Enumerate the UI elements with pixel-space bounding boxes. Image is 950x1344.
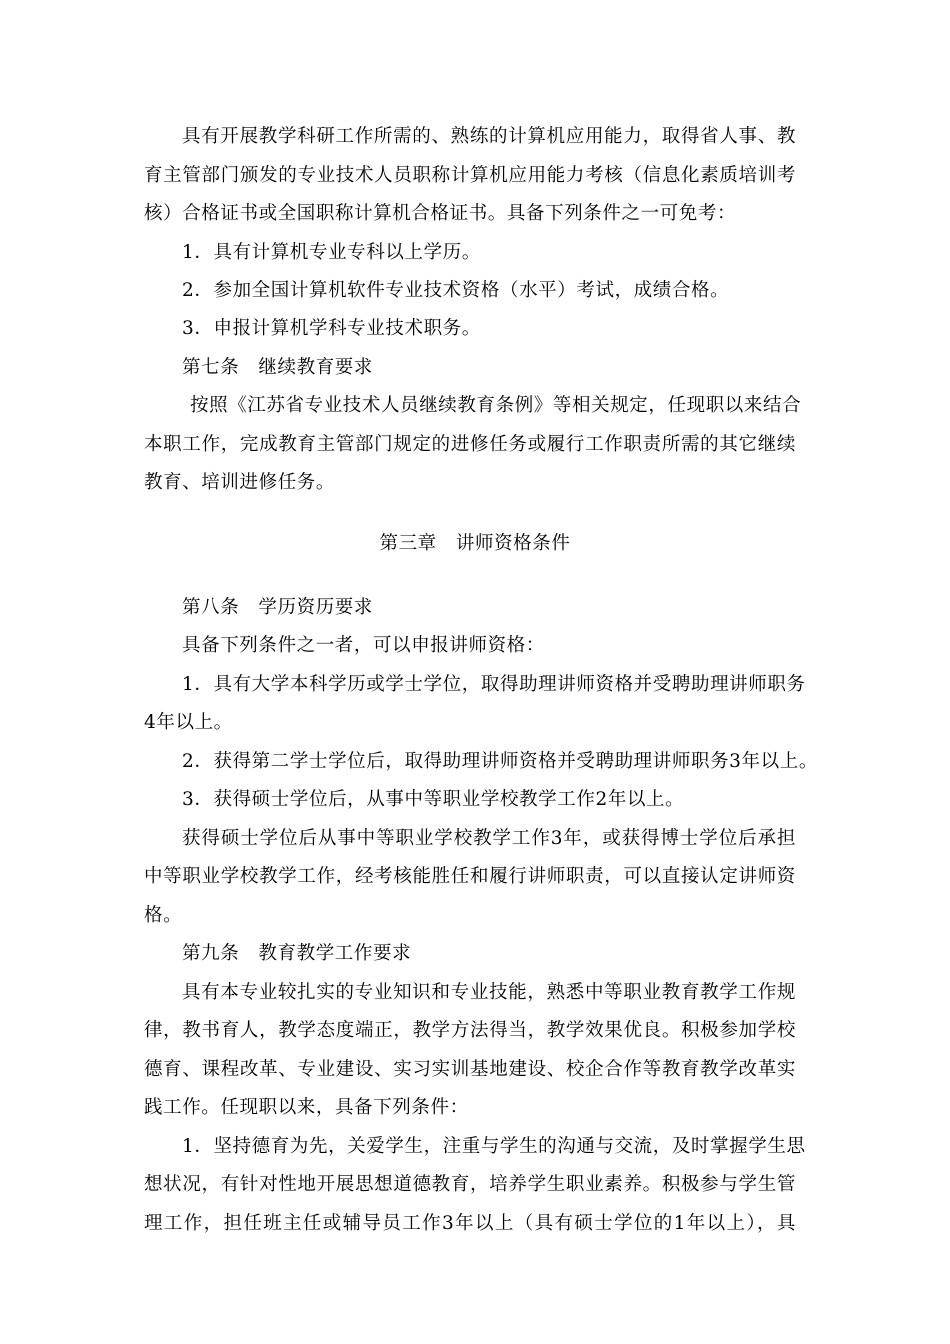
paragraph-line: 本职工作，完成教育主管部门规定的进修任务或履行工作职责所需的其它继续 bbox=[144, 434, 796, 455]
paragraph-line: 具备下列条件之一者，可以申报讲师资格： bbox=[182, 635, 545, 656]
article-heading: 第八条 学历资历要求 bbox=[182, 597, 374, 618]
list-item: 3．获得硕士学位后，从事中等职业学校教学工作2年以上。 bbox=[182, 789, 685, 810]
article-heading: 第七条 继续教育要求 bbox=[182, 357, 374, 378]
chapter-heading: 第三章 讲师资格条件 bbox=[379, 533, 571, 554]
paragraph-line: 具有本专业较扎实的专业知识和专业技能，熟悉中等职业教育教学工作规 bbox=[182, 982, 796, 1003]
article-heading: 第九条 教育教学工作要求 bbox=[182, 943, 412, 964]
paragraph-line: 育主管部门颁发的专业技术人员职称计算机应用能力考核（信息化素质培训考 bbox=[144, 165, 796, 186]
list-item: 1．坚持德育为先，关爱学生，注重与学生的沟通与交流，及时掌握学生思 bbox=[182, 1136, 806, 1157]
paragraph-line: 想状况，有针对性地开展思想道德教育，培养学生职业素养。积极参与学生管 bbox=[144, 1174, 796, 1195]
paragraph-line: 中等职业学校教学工作，经考核能胜任和履行讲师职责，可以直接认定讲师资 bbox=[144, 866, 796, 887]
list-item: 1．具有大学本科学历或学士学位，取得助理讲师资格并受聘助理讲师职务 bbox=[182, 674, 806, 695]
paragraph-line: 教育、培训进修任务。 bbox=[144, 472, 336, 493]
paragraph-line: 德育、课程改革、专业建设、实习实训基地建设、校企合作等教育教学改革实 bbox=[144, 1059, 796, 1080]
paragraph-line: 按照《江苏省专业技术人员继续教育条例》等相关规定，任现职以来结合 bbox=[190, 395, 802, 416]
paragraph-line: 格。 bbox=[144, 905, 183, 926]
paragraph-line: 理工作，担任班主任或辅导员工作3年以上（具有硕士学位的1年以上），具 bbox=[144, 1213, 796, 1234]
list-item: 3．申报计算机学科专业技术职务。 bbox=[182, 318, 481, 339]
paragraph-line: 核）合格证书或全国职称计算机合格证书。具备下列条件之一可免考： bbox=[144, 203, 737, 224]
list-item: 1．具有计算机专业专科以上学历。 bbox=[182, 242, 481, 263]
list-item: 2．参加全国计算机软件专业技术资格（水平）考试，成绩合格。 bbox=[182, 280, 730, 301]
list-item: 2．获得第二学士学位后，取得助理讲师资格并受聘助理讲师职务3年以上。 bbox=[182, 751, 818, 772]
paragraph-line: 律，教书育人，教学态度端正，教学方法得当，教学效果优良。积极参加学校 bbox=[144, 1020, 796, 1041]
paragraph-line: 获得硕士学位后从事中等职业学校教学工作3年，或获得博士学位后承担 bbox=[182, 828, 796, 849]
paragraph-line: 具有开展教学科研工作所需的、熟练的计算机应用能力，取得省人事、教 bbox=[182, 126, 796, 147]
list-item: 4年以上。 bbox=[144, 712, 233, 733]
paragraph-line: 践工作。任现职以来，具备下列条件： bbox=[144, 1097, 469, 1118]
